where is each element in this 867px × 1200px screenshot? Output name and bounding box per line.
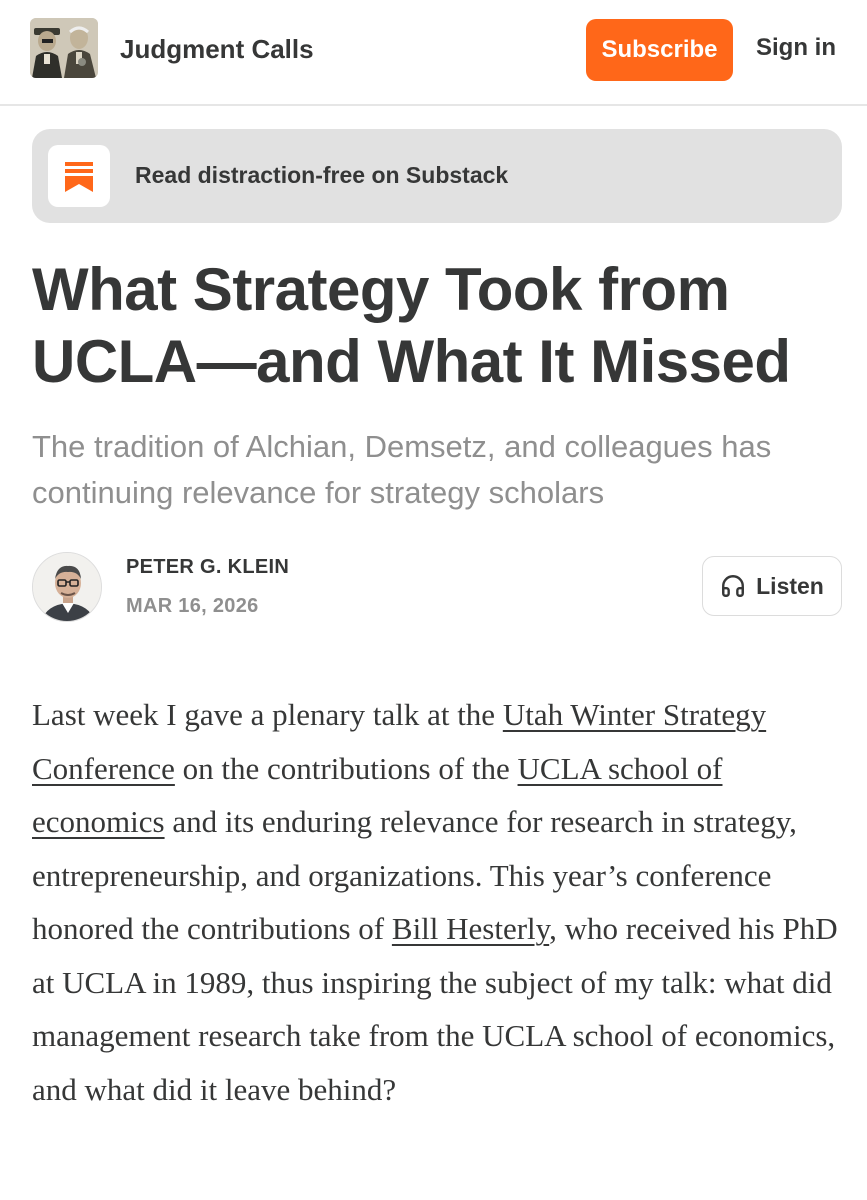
body-text-segment: on the contributions of the bbox=[174, 750, 518, 786]
post-body-paragraph bbox=[32, 688, 847, 1116]
body-text-segment: and its enduring relevance for research in strategy, entrepreneurship, and organizations. This year’s conference honored the contributions of bbox=[32, 804, 797, 946]
sign-in-link[interactable]: Sign in bbox=[756, 34, 836, 61]
body-text-segment: Last week I gave a plenary talk at the bbox=[32, 697, 503, 732]
post-title: What Strategy Took from UCLA—and What It Missed bbox=[32, 256, 791, 395]
author-avatar[interactable] bbox=[32, 552, 102, 622]
banner-text: Read distraction-free on Substack bbox=[135, 162, 509, 188]
substack-app-banner[interactable] bbox=[32, 129, 842, 223]
author-name[interactable]: PETER G. KLEIN bbox=[126, 556, 290, 578]
publication-logo[interactable] bbox=[30, 18, 98, 78]
ucla-school-of-economics-link[interactable]: UCLA school of economics bbox=[32, 750, 723, 839]
utah-winter-strategy-conference-link[interactable]: Utah Winter Strategy Conference bbox=[32, 697, 767, 786]
body-text-segment: , who received his PhD at UCLA in 1989, thus inspiring the subject of my talk: what did management research take from the UCLA school of economics, and what did it leave behind? bbox=[32, 911, 838, 1107]
listen-label: Listen bbox=[756, 572, 824, 599]
headphones-icon bbox=[720, 573, 746, 599]
post-subtitle: The tradition of Alchian, Demsetz, and colleagues has continuing relevance for strategy scholars bbox=[32, 429, 772, 510]
publication-name[interactable]: Judgment Calls bbox=[120, 34, 314, 64]
top-navigation-bar bbox=[0, 0, 867, 106]
substack-bookmark-icon bbox=[48, 145, 110, 207]
subscribe-button[interactable]: Subscribe bbox=[586, 19, 733, 81]
post-date: MAR 16, 2026 bbox=[126, 595, 259, 617]
listen-button[interactable] bbox=[702, 556, 842, 616]
bill-hesterly-link[interactable]: Bill Hesterly bbox=[391, 911, 550, 946]
